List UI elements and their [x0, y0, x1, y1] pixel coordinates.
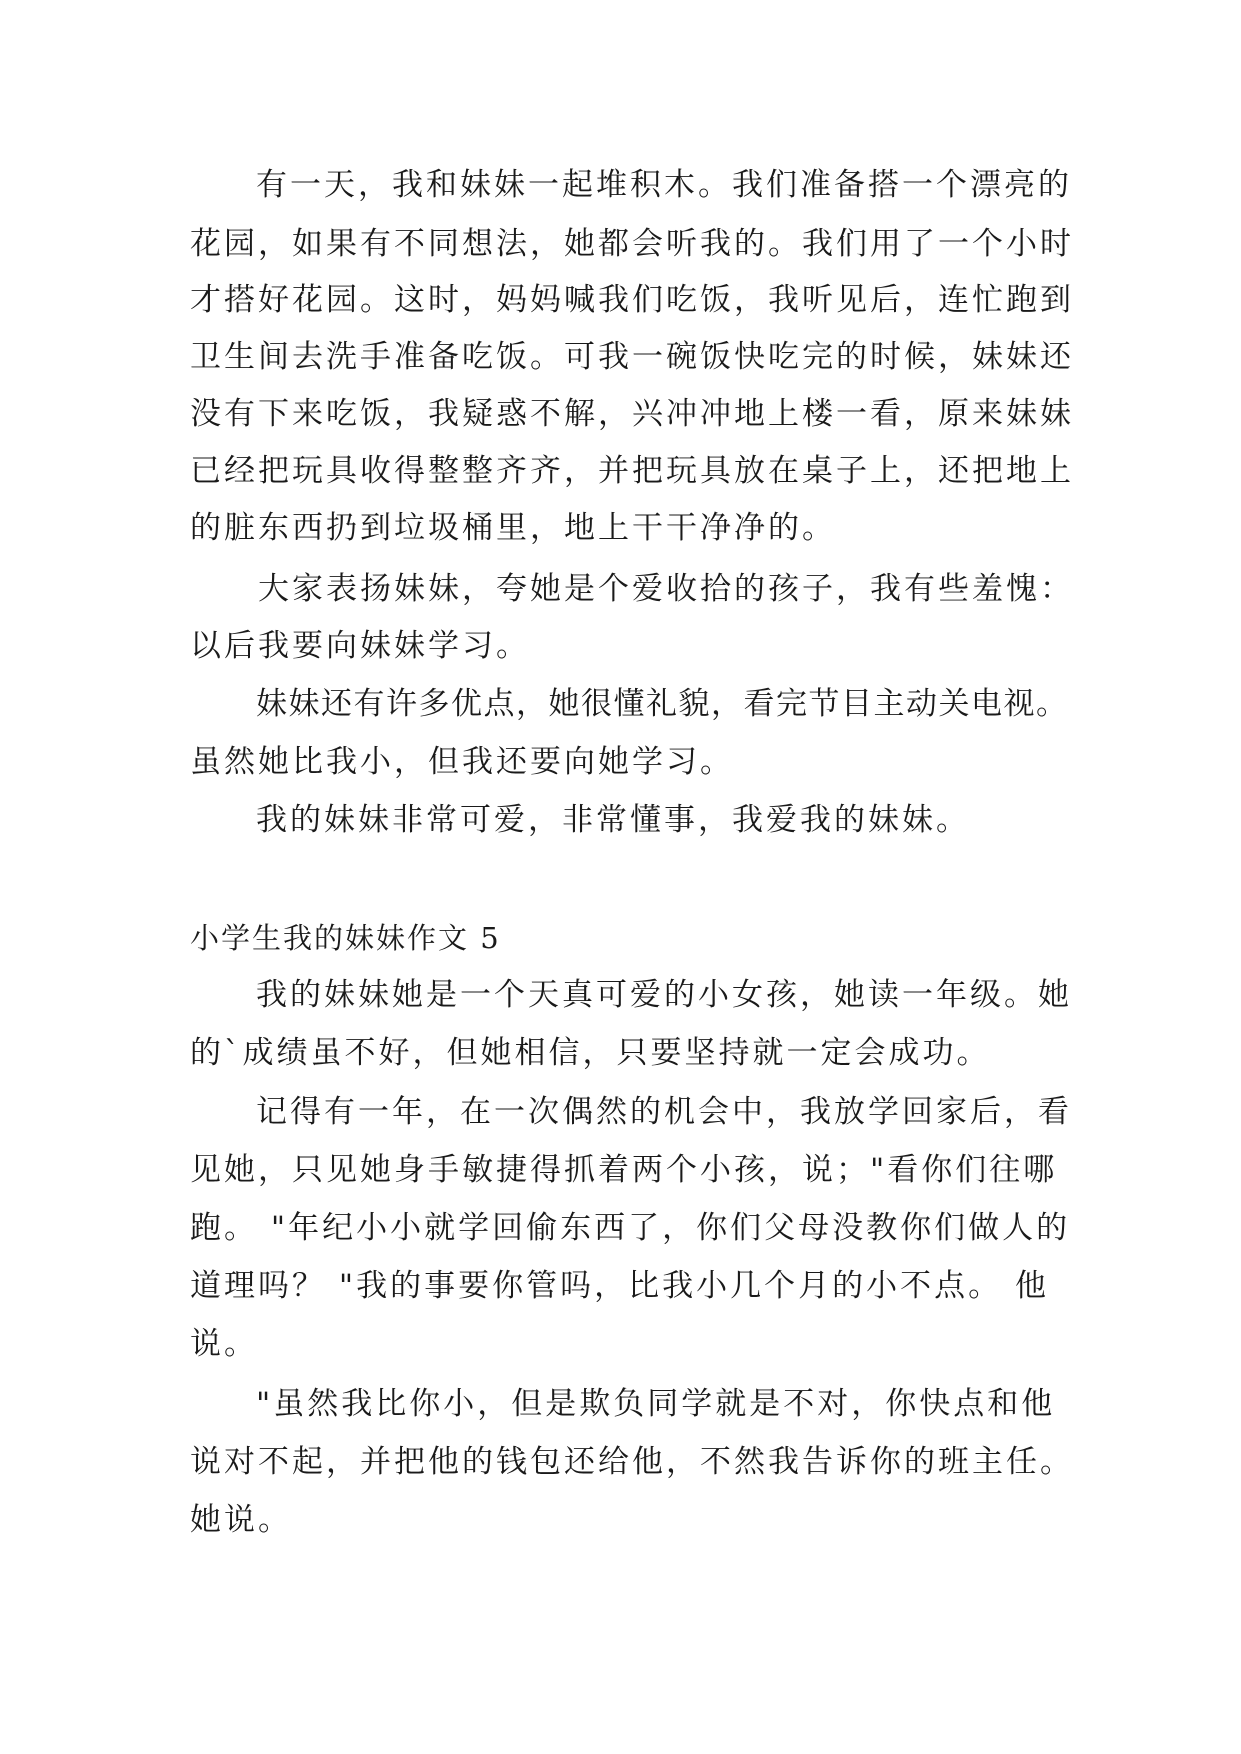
section-paragraph-2-line-1: 记得有一年，在一次偶然的机会中，我放学回家后，看 — [256, 1094, 1072, 1130]
section-paragraph-3-line-1: "虽然我比你小，但是欺负同学就是不对，你快点和他 — [256, 1386, 1056, 1422]
section-paragraph-3-line-2: 说对不起，并把他的钱包还给他，不然我告诉你的班主任。 — [190, 1444, 1074, 1480]
paragraph-4-line-1: 我的妹妹非常可爱，非常懂事，我爱我的妹妹。 — [256, 802, 970, 838]
section-paragraph-3-line-3: 她说。 — [190, 1502, 292, 1538]
section-paragraph-1-line-1: 我的妹妹她是一个天真可爱的小女孩，她读一年级。她 — [256, 977, 1072, 1013]
paragraph-1-line-1: 有一天，我和妹妹一起堆积木。我们准备搭一个漂亮的 — [256, 167, 1072, 203]
paragraph-2-line-1: 大家表扬妹妹，夸她是个爱收拾的孩子，我有些羞愧： — [258, 571, 1074, 607]
paragraph-1-line-6: 已经把玩具收得整整齐齐，并把玩具放在桌子上，还把地上 — [190, 453, 1074, 489]
section-paragraph-2-line-2: 见她，只见她身手敏捷得抓着两个小孩，说；"看你们往哪 — [190, 1152, 1058, 1188]
paragraph-3-line-1: 妹妹还有许多优点，她很懂礼貌，看完节目主动关电视。 — [256, 686, 1069, 722]
paragraph-2-line-2: 以后我要向妹妹学习。 — [190, 628, 530, 664]
paragraph-1-line-5: 没有下来吃饭，我疑惑不解，兴冲冲地上楼一看，原来妹妹 — [190, 396, 1074, 432]
paragraph-1-line-4: 卫生间去洗手准备吃饭。可我一碗饭快吃完的时候，妹妹还 — [190, 339, 1074, 375]
paragraph-3-line-2: 虽然她比我小，但我还要向她学习。 — [190, 744, 734, 780]
paragraph-1-line-2: 花园，如果有不同想法，她都会听我的。我们用了一个小时 — [190, 226, 1074, 262]
paragraph-1-line-7: 的脏东西扔到垃圾桶里，地上干干净净的。 — [190, 510, 836, 546]
paragraph-1-line-3: 才搭好花园。这时，妈妈喊我们吃饭，我听见后，连忙跑到 — [190, 282, 1074, 318]
section-paragraph-2-line-3: 跑。 "年纪小小就学回偷东西了，你们父母没教你们做人的 — [190, 1210, 1071, 1246]
section-paragraph-2-line-4: 道理吗？ "我的事要你管吗，比我小几个月的小不点。 他 — [190, 1268, 1049, 1304]
section-title: 小学生我的妹妹作文 5 — [190, 921, 501, 955]
section-paragraph-2-line-5: 说。 — [190, 1326, 258, 1362]
section-paragraph-1-line-2: 的`成绩虽不好，但她相信，只要坚持就一定会成功。 — [190, 1035, 991, 1071]
